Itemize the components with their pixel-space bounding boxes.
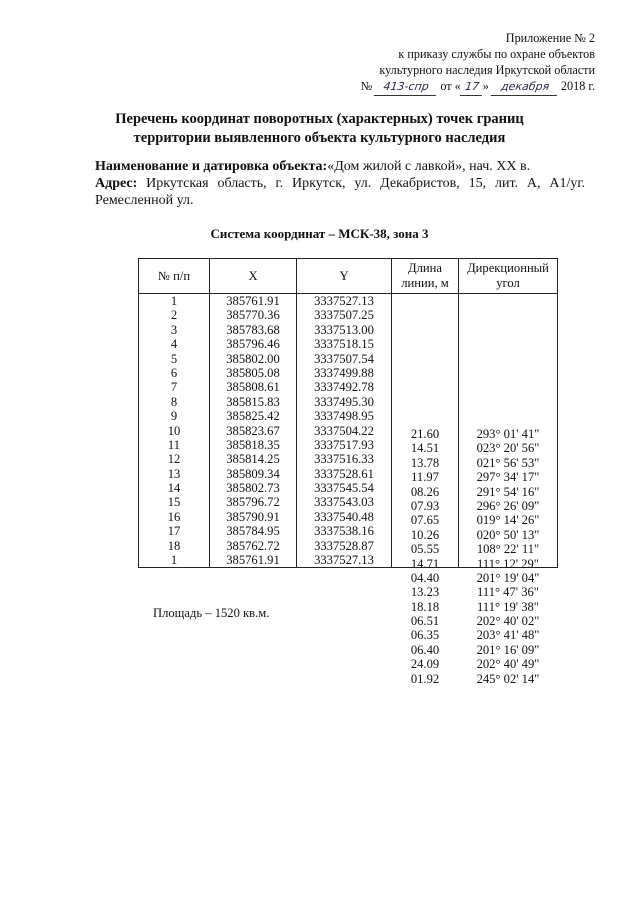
point-x: 385823.67 xyxy=(226,423,280,438)
segment-length: 05.55 xyxy=(410,542,440,557)
point-x: 385818.35 xyxy=(226,437,280,452)
header-length-line-1: Длина xyxy=(408,261,442,275)
point-y: 3337538.16 xyxy=(314,524,374,539)
segment-angle: 291° 54' 16" xyxy=(476,484,540,499)
point-number: 8 xyxy=(170,394,178,409)
coordinate-system-heading: Система координат – МСК-38, зона 3 xyxy=(210,226,429,241)
point-number: 11 xyxy=(167,437,181,452)
object-address-row xyxy=(95,175,585,209)
segment-angle: 111° 19' 38" xyxy=(477,599,539,614)
length-column xyxy=(392,294,459,686)
number-sign: № xyxy=(360,79,373,93)
point-number: 2 xyxy=(170,308,178,323)
point-number: 16 xyxy=(167,509,181,524)
segment-length: 11.97 xyxy=(411,470,439,485)
segment-angle: 019° 14' 26" xyxy=(476,513,540,528)
point-number: 6 xyxy=(170,365,178,380)
header-number: № п/п xyxy=(139,259,210,294)
point-number: 9 xyxy=(170,409,178,424)
header-length xyxy=(392,259,459,294)
point-x: 385796.72 xyxy=(226,495,280,510)
header-y: Y xyxy=(297,259,392,294)
object-name-value: «Дом жилой с лавкой», нач. XX в. xyxy=(327,159,531,174)
point-y: 3337507.25 xyxy=(314,308,374,323)
point-number: 1 xyxy=(170,294,178,308)
segment-length: 01.92 xyxy=(410,671,440,686)
point-x: 385784.95 xyxy=(226,524,280,539)
document-title xyxy=(0,110,639,148)
header-angle xyxy=(459,259,558,294)
point-number: 3 xyxy=(170,322,178,337)
point-x: 385790.91 xyxy=(226,509,280,524)
point-number: 7 xyxy=(170,380,178,395)
point-number: 18 xyxy=(167,538,181,553)
angle-values xyxy=(459,420,557,686)
table-header-row xyxy=(139,259,558,294)
segment-length: 06.35 xyxy=(410,628,440,643)
point-x: 385809.34 xyxy=(226,466,280,481)
segment-length: 06.51 xyxy=(410,614,440,629)
object-address-value: Иркутская область, г. Иркутск, ул. Декабристов, 15, лит. А, А1/уг. Ремесленной ул. xyxy=(95,176,586,208)
point-number: 1 xyxy=(170,553,178,568)
object-name-label: Наименование и датировка объекта: xyxy=(95,159,328,174)
point-y: 3337499.88 xyxy=(314,365,374,380)
segment-length: 14.71 xyxy=(410,556,440,571)
point-y: 3337528.61 xyxy=(314,466,374,481)
point-y: 3337495.30 xyxy=(314,394,374,409)
segment-angle: 021° 56' 53" xyxy=(476,455,540,470)
segment-length: 06.40 xyxy=(410,642,440,657)
segment-length: 24.09 xyxy=(410,657,440,672)
point-x: 385802.73 xyxy=(226,481,280,496)
segment-angle: 293° 01' 41" xyxy=(476,427,540,442)
segment-angle: 111° 12' 29" xyxy=(477,556,539,571)
segment-angle: 296° 26' 09" xyxy=(476,498,540,513)
appendix-title: Приложение № 2 xyxy=(505,31,595,45)
point-y: 3337527.13 xyxy=(314,553,374,568)
point-y: 3337527.13 xyxy=(314,294,374,308)
segment-angle: 023° 20' 56" xyxy=(476,441,540,456)
point-x: 385808.61 xyxy=(226,380,280,395)
point-number: 10 xyxy=(167,423,181,438)
segment-angle: 111° 47' 36" xyxy=(477,585,539,600)
segment-angle: 201° 16' 09" xyxy=(476,642,540,657)
point-x: 385761.91 xyxy=(226,294,280,308)
segment-length: 21.60 xyxy=(410,427,440,442)
point-x: 385825.42 xyxy=(226,409,280,424)
x-coordinate-column xyxy=(210,294,297,568)
point-y: 3337516.33 xyxy=(314,452,374,467)
segment-angle: 202° 40' 49" xyxy=(476,657,540,672)
table-body-row xyxy=(139,294,558,568)
point-y: 3337492.78 xyxy=(314,380,374,395)
appendix-header xyxy=(335,30,595,96)
segment-angle: 108° 22' 11" xyxy=(476,542,540,557)
date-day-close: » xyxy=(482,79,489,93)
point-x: 385805.08 xyxy=(226,365,280,380)
point-number: 13 xyxy=(167,466,181,481)
point-y: 3337543.03 xyxy=(314,495,374,510)
date-year: 2018 г. xyxy=(560,79,595,93)
handwritten-month: декабря xyxy=(491,79,559,96)
segment-length: 13.23 xyxy=(410,585,440,600)
segment-length: 08.26 xyxy=(410,484,440,499)
segment-angle: 201° 19' 04" xyxy=(476,570,540,585)
header-length-line-2: линии, м xyxy=(401,276,449,290)
appendix-order-line: к приказу службы по охране объектов xyxy=(398,47,595,61)
point-y: 3337498.95 xyxy=(314,409,374,424)
object-info xyxy=(95,158,585,209)
segment-length: 18.18 xyxy=(410,599,440,614)
appendix-order-number-line xyxy=(335,78,595,96)
length-values xyxy=(392,420,458,686)
point-y: 3337545.54 xyxy=(314,481,374,496)
segment-length: 07.65 xyxy=(410,513,440,528)
point-y: 3337528.87 xyxy=(314,538,374,553)
segment-angle: 203° 41' 48" xyxy=(476,628,540,643)
point-y: 3337540.48 xyxy=(314,509,374,524)
header-angle-line-2: угол xyxy=(496,276,520,290)
point-y: 3337518.15 xyxy=(314,337,374,352)
point-x: 385762.72 xyxy=(226,538,280,553)
title-line-2: территории выявленного объекта культурного наследия xyxy=(133,130,506,146)
handwritten-day: 17 xyxy=(460,79,484,96)
point-number-column xyxy=(139,294,210,568)
point-x: 385770.36 xyxy=(226,308,280,323)
point-x: 385761.91 xyxy=(226,553,280,568)
point-x: 385814.25 xyxy=(226,452,280,467)
segment-length: 10.26 xyxy=(410,527,440,542)
title-line-1: Перечень координат поворотных (характерных) точек границ xyxy=(115,111,524,127)
y-coordinate-column xyxy=(297,294,392,568)
segment-length: 04.40 xyxy=(410,570,440,585)
header-x: X xyxy=(210,259,297,294)
point-number: 17 xyxy=(167,524,181,539)
object-name-row xyxy=(95,158,585,175)
point-y: 3337513.00 xyxy=(314,322,374,337)
header-angle-line-1: Дирекционный xyxy=(467,261,549,275)
segment-length: 07.93 xyxy=(410,498,440,513)
segment-angle: 245° 02' 14" xyxy=(476,671,540,686)
segment-angle: 297° 34' 17" xyxy=(476,470,540,485)
segment-length: 14.51 xyxy=(410,441,440,456)
area-total: Площадь – 1520 кв.м. xyxy=(153,606,270,620)
point-y: 3337507.54 xyxy=(314,351,374,366)
point-number: 5 xyxy=(170,351,178,366)
object-address-label: Адрес: xyxy=(95,176,138,191)
point-y: 3337517.93 xyxy=(314,437,374,452)
segment-length: 13.78 xyxy=(410,455,440,470)
point-number: 15 xyxy=(167,495,181,510)
point-x: 385802.00 xyxy=(226,351,280,366)
appendix-authority-line: культурного наследия Иркутской области xyxy=(379,63,595,77)
point-number: 12 xyxy=(167,452,181,467)
point-x: 385796.46 xyxy=(226,337,280,352)
segment-angle: 020° 50' 13" xyxy=(476,527,540,542)
handwritten-order-number: 413-спр xyxy=(374,79,438,96)
point-number: 4 xyxy=(170,337,178,352)
point-y: 3337504.22 xyxy=(314,423,374,438)
date-from-label: от « xyxy=(440,79,461,93)
angle-column xyxy=(459,294,558,686)
point-number: 14 xyxy=(167,481,181,496)
point-x: 385815.83 xyxy=(226,394,280,409)
segment-angle: 202° 40' 02" xyxy=(476,614,540,629)
point-x: 385783.68 xyxy=(226,322,280,337)
